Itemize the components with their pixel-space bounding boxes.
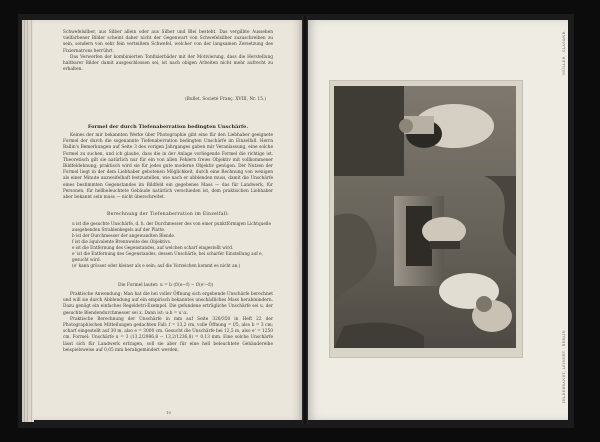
legend-item: u ist die gesuchte Unschärfe, d. h. der Durchmesser des von einer punktförmigen Lichtquelle ausgehenden Strahlenkegels auf der Platte. — [72, 221, 271, 232]
section-heading: Formel der durch Tiefenaberration bedingten Unschärfe. — [87, 124, 249, 130]
practical-paragraph-2: Praktische Berechnung der Unschärfe in mm auf Seite 320/350 in Heft 22 der Photographischen Mitteilungen gedachten Fall: f = 13,2 cm, volle Öffnung = f/5, also b = 3 cm; scharf eingestellt auf 30 m, also e = 3000 cm. Gesucht die Unschärfe bei 12,5 m, also e' = 1250 cm. Formel: Unschärfe u = 3 (13,2/2986,8 − 13,2/1236,8) = 0,13 mm. Eine solche Unschärfe lässt sich für Landwerk ertragen, soll sie aber für eine hell beleuchtete Gebäudereihe beispielsweise auf 0,05 mm herabgemindert werden, — [63, 316, 273, 353]
photograph-scene — [334, 86, 516, 348]
right-margin-label-bottom: HILDEBRANDT, LEINERT · BERLIN — [562, 330, 566, 404]
calculation-subheading: Berechnung der Tiefenaberration im Einzelfall: — [107, 212, 229, 217]
source-credit: (Bullet. Societé Franç. XVIII, Nr. 15.) — [185, 97, 266, 102]
legend-item: (e' kann grösser oder kleiner als e sein; auf die Vorzeichen kommt es nicht an.) — [72, 263, 241, 268]
legend-item: f ist die äquivalente Brennweite des Objektivs. — [72, 239, 172, 244]
top-paragraph-2: Das Verwerfen der kombinierten Tonfixierbäder mit der Motivierung, dass die Herstellung haltbarer Bilder damit ausgeschlossen sei, ist nach obigen Arbeiten nicht mehr aufrecht zu erhalten. — [63, 54, 273, 73]
formula: Die Formel lautet: u = b (f/(e−f) − f/(e'−f)) — [118, 283, 214, 288]
right-margin-label-top: MÜLLER · GLAS&NR. — [562, 30, 566, 75]
practical-paragraph: Praktische Anwendung: Man hat die bei voller Öffnung sich ergebende Unschärfe berechnet und will sie durch Abblendung auf ein empirisch bekanntes unschädliches Mass herabmindern. Dazu genügt ein einfaches Regeldetri-Exempel. Die gefundene erträgliche Unschärfe sei u, der gesuchte Blendendurchmesser sei x. Dann ist: u:b = u':x. — [63, 292, 273, 316]
book-gutter — [302, 16, 308, 424]
page-number: 10 — [166, 410, 172, 415]
practical-text-block — [63, 292, 273, 354]
body-paragraph: Keines der mir bekannten Werke über Photographie gibt eine für den Liebhaber geeignete Formel der durch die sogenannte Tiefenaberration bedingten Unschärfe im Einzelfall. Herrn Ballin's Bemerkungen auf Seite 3 des vorigen Jahrganges gaben mir Veranlassung, eine solche Formel zu suchen, und ich glaube, dass die in der Anlage vorliegende Formel die richtige ist. Theoretisch gilt sie natürlich nur für ein von allen Fehlern freies Objektiv mit vollkommener Bildfeldebnung; praktisch wird sie für jedes gute moderne Objektiv genügen. Der Nutzen der Formel liegt in der dem Liebhaber gebotenen Möglichkeit, durch eine Rechnung von wenigen als einer Minute unzweifelhaft festzustellen, wie nach er abblenden muss, damit die Unschärfe eines bestimmten Gegenstandes im Bildfeld ein gegebenes Mass — das für Landwerk, für Personen, für hellbeleuchtete Gebäude natürlich verschieden ist, dem praktischen Liebhaber aber bekannt sein muss — nicht überschreitet. — [63, 133, 273, 201]
left-page — [33, 20, 304, 420]
top-text-block — [63, 30, 273, 73]
top-paragraph: Schwefelsilber, aus Silber allein oder aus Silber und Blei besteht. Das vergilbte Aussehen vielfarbener Bilder scheint daher nicht der Gegenwart von Schwefelsilber zuzuschreiben zu sein, sondern von sehr fein verteiltem Schwefel, welcher von der langsamen Zersetzung des Fixiernatrons herrührt. — [63, 30, 273, 54]
legend-item: b ist der Durchmesser der angewandten Blende. — [72, 233, 176, 238]
legend-item: e ist die Entfernung des Gegenstandes, auf welchen scharf eingestellt wird. — [72, 245, 234, 250]
variable-legend — [72, 221, 272, 269]
legend-item: e' ist die Entfernung des Gegenstandes, dessen Unschärfe, bei scharfer Einstellung auf e, gesucht wird. — [72, 251, 263, 262]
photograph — [334, 86, 516, 348]
